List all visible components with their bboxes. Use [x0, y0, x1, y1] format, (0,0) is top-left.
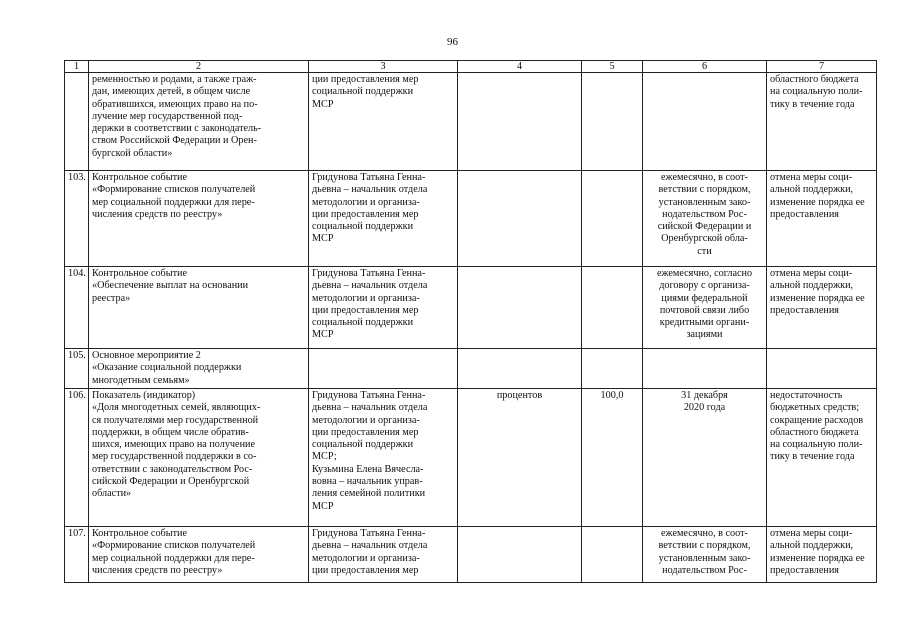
column-header: 1	[65, 61, 89, 73]
value-cell: 100,0	[582, 389, 643, 527]
unit-cell	[458, 349, 582, 389]
row-number: 103.	[65, 171, 89, 267]
column-header: 7	[767, 61, 877, 73]
responsible-person: Гридунова Татьяна Генна- дьевна – начальник отдела методологии и организа- ции предоставления мер социальной поддержки МСР	[309, 267, 458, 349]
responsible-person: Гридунова Татьяна Генна- дьевна – начальник отдела методологии и организа- ции предоставления мер социальной поддержки МСР; Кузьмина Елена Вячесла- вовна – начальник управ- ления семейной политики МСР	[309, 389, 458, 527]
unit-cell	[458, 73, 582, 171]
risk-cell: отмена меры соци- альной поддержки, изменение порядка ее предоставления	[767, 527, 877, 583]
value-cell	[582, 349, 643, 389]
risk-cell	[767, 349, 877, 389]
table-row	[65, 267, 877, 349]
value-cell	[582, 527, 643, 583]
event-description: Контрольное событие «Формирование списков получателей мер социальной поддержки для пере- числения средств по реестру»	[89, 527, 309, 583]
row-number: 107.	[65, 527, 89, 583]
deadline-cell	[643, 349, 767, 389]
responsible-person	[309, 349, 458, 389]
column-header: 4	[458, 61, 582, 73]
column-header: 2	[89, 61, 309, 73]
table-row	[65, 349, 877, 389]
responsible-person: Гридунова Татьяна Генна- дьевна – начальник отдела методологии и организа- ции предоставления мер	[309, 527, 458, 583]
column-header: 3	[309, 61, 458, 73]
event-description: Показатель (индикатор) «Доля многодетных семей, являющих- ся получателями мер государственной поддержки, в общем числе обратив- шихся, имеющих право на получение мер государственной поддержки в со- ответствии с законодательством Рос- сийской Федерации и Оренбургской области»	[89, 389, 309, 527]
value-cell	[582, 171, 643, 267]
event-description: Контрольное событие «Формирование списков получателей мер социальной поддержки для пере- числения средств по реестру»	[89, 171, 309, 267]
deadline-cell: ежемесячно, в соот- ветствии с порядком, установленным зако- нодательством Рос- сийской Федерации и Оренбургской обла- сти	[643, 171, 767, 267]
risk-cell: отмена меры соци- альной поддержки, изменение порядка ее предоставления	[767, 267, 877, 349]
event-description: Контрольное событие «Обеспечение выплат на основании реестра»	[89, 267, 309, 349]
unit-cell	[458, 267, 582, 349]
event-description: Основное мероприятие 2 «Оказание социальной поддержки многодетным семьям»	[89, 349, 309, 389]
row-number: 105.	[65, 349, 89, 389]
data-table	[64, 60, 877, 583]
value-cell	[582, 267, 643, 349]
column-header: 5	[582, 61, 643, 73]
unit-cell: процентов	[458, 389, 582, 527]
responsible-person: ции предоставления мер социальной поддержки МСР	[309, 73, 458, 171]
row-number	[65, 73, 89, 171]
deadline-cell: ежемесячно, в соот- ветствии с порядком, установленным зако- нодательством Рос-	[643, 527, 767, 583]
table-row	[65, 389, 877, 527]
deadline-cell: ежемесячно, согласно договору с организа- циями федеральной почтовой связи либо кредитными органи- зациями	[643, 267, 767, 349]
table-row	[65, 527, 877, 583]
deadline-cell: 31 декабря 2020 года	[643, 389, 767, 527]
unit-cell	[458, 527, 582, 583]
page-number: 96	[447, 36, 458, 48]
table-header-row	[65, 61, 877, 73]
column-header: 6	[643, 61, 767, 73]
event-description: ременностью и родами, а также граж- дан, имеющих детей, в общем числе обратившихся, имеющих право на по- лучение мер государственной под- держки в соответствии с законодатель- ством Российской Федерации и Орен- бургской области»	[89, 73, 309, 171]
table-row	[65, 171, 877, 267]
row-number: 104.	[65, 267, 89, 349]
risk-cell: недостаточность бюджетных средств; сокращение расходов областного бюджета на социальную поли- тику в течение года	[767, 389, 877, 527]
responsible-person: Гридунова Татьяна Генна- дьевна – начальник отдела методологии и организа- ции предоставления мер социальной поддержки МСР	[309, 171, 458, 267]
deadline-cell	[643, 73, 767, 171]
table-row	[65, 73, 877, 171]
risk-cell: отмена меры соци- альной поддержки, изменение порядка ее предоставления	[767, 171, 877, 267]
value-cell	[582, 73, 643, 171]
risk-cell: областного бюджета на социальную поли- тику в течение года	[767, 73, 877, 171]
row-number: 106.	[65, 389, 89, 527]
unit-cell	[458, 171, 582, 267]
